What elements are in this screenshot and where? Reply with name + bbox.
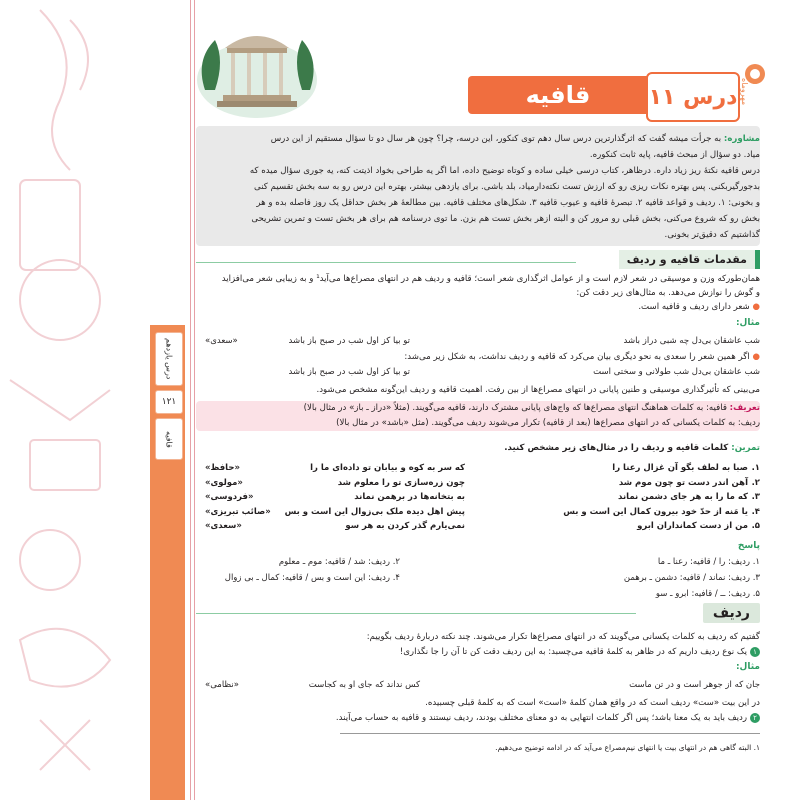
bullet-item: ● شعر دارای ردیف و قافیه است. bbox=[638, 302, 760, 312]
verse-hemistich: تو بیا کز اول شب در صبح باز باشد bbox=[288, 336, 410, 346]
verse-hemistich: شب عاشقان بی‌دل چه شبی دراز باشد bbox=[623, 336, 760, 346]
exercise-number: ۲. bbox=[751, 477, 760, 488]
paragraph: در این بیت «ست» ردیف است که در واقع همان کلمهٔ «است» است که به کلمهٔ قبلی چسبیده. bbox=[425, 698, 760, 708]
bullet-item: ● اگر همین شعر را سعدی به نحو دیگری بیان می‌کرد که قافیه و ردیف نداشت، به شکل زیر می‌شد: bbox=[404, 352, 760, 362]
consult-line: بدجورگیربکنی. پس بهتره نکات ریزی رو که ارزش تست نکته‌دارمیاد، بلد باشی. برای یازدهی بیشتر، بهتره این درس رو به سه بخش تقسیم کنی bbox=[254, 182, 760, 192]
heading-rule bbox=[196, 262, 576, 263]
exercise-hemistich: که ما را به هر جای دشمن نماند bbox=[618, 492, 748, 502]
heading-rule bbox=[196, 613, 636, 614]
paragraph: گفتیم که ردیف به کلمات یکسانی می‌گویند که در انتهای مصراع‌ها تکرار می‌شوند. چند نکته دربارهٔ ردیف بگوییم: bbox=[366, 632, 760, 642]
footnote-rule bbox=[340, 733, 760, 734]
pavilion-illustration bbox=[195, 20, 320, 120]
example-label: مثال: bbox=[735, 318, 760, 328]
verse-hemistich: جان که از جوهر است و در تن ماست bbox=[629, 680, 760, 690]
exercise-number: ۳. bbox=[751, 492, 760, 502]
verse-hemistich: تو بیا کز اول شب در صبح باز باشد bbox=[288, 367, 410, 377]
verse-hemistich: شب عاشقان بی‌دل شب طولانی و سختی است bbox=[593, 367, 760, 377]
answer-item: ۳. ردیف: نماند / قافیه: دشمن ـ برهمن bbox=[623, 573, 760, 583]
exercise-hemistich: چون زره‌سازی تو را معلوم شد bbox=[337, 477, 465, 488]
numbered-point: ۱یک نوع ردیف داریم که در ظاهر به کلمهٔ قافیه می‌چسبد: به این ردیف دقت کن تا آن را جا نگذاری! bbox=[196, 645, 760, 660]
section-heading: مقدمات قافیه و ردیف bbox=[619, 250, 760, 269]
lesson-title: قافیه bbox=[525, 81, 591, 109]
consult-line: میاد. دو سؤال از مبحث قافیه، پایه ثابت کنکوره. bbox=[589, 150, 760, 160]
margin-sketch-decoration bbox=[0, 0, 150, 800]
definition-line: ردیف: به کلمات یکسانی که در انتهای مصراع‌ها (بعد از قافیه) تکرار می‌شوند ردیف می‌گویند. (مثل «باشد» در مثال بالا) bbox=[336, 418, 760, 428]
paragraph: و گوش را نوازش می‌دهد. به مثال‌های زیر دقت کن: bbox=[576, 288, 760, 298]
exercise-hemistich: صبا به لطف بگو آن غزال رعنا را bbox=[612, 463, 748, 473]
poet-name: «حافظ» bbox=[205, 463, 240, 473]
definition-line: تعریف: قافیه: به کلمات هماهنگ انتهای مصراع‌ها که واج‌های پایانی مشترک دارند، قافیه می‌گویند. (مثلاً «دراز ـ باز» در مثال بالا) bbox=[303, 403, 760, 413]
exercise-hemistich: که سر به کوه و بیابان تو داده‌ای ما را bbox=[310, 463, 465, 473]
side-chapter-label: درس یازدهم bbox=[155, 332, 183, 386]
exercise-hemistich: نمی‌یارم گذر کردن به هر سو bbox=[345, 521, 465, 531]
poet-name: «سعدی» bbox=[205, 336, 238, 346]
poet-name: «فردوسی» bbox=[205, 492, 254, 502]
consult-line: گذاشتیم که دقیق‌تر بخونی. bbox=[664, 230, 760, 240]
poet-name: «سعدی» bbox=[205, 521, 242, 531]
footnote: ۱. البته گاهی هم در انتهای بیت یا انتهای نیم‌مصراع می‌آید که در ادامه توضیح می‌دهیم. bbox=[495, 743, 760, 752]
answer-item: ۱. ردیف: را / قافیه: رعنا ـ ما bbox=[657, 557, 760, 567]
exercise-number: ۱. bbox=[751, 463, 760, 473]
margin-line bbox=[194, 0, 195, 800]
numbered-point: ۲ردیف باید به یک معنا باشد؛ پس اگر کلمات انتهایی به دو معنای مختلف بودند، ردیف نیستند و قافیه به حساب می‌آیند. bbox=[196, 711, 760, 726]
side-topic-label: قافیه bbox=[155, 418, 183, 460]
poet-name: «مولوی» bbox=[205, 477, 243, 488]
example-label: مثال: bbox=[735, 662, 760, 672]
margin-line bbox=[190, 0, 191, 800]
answer-item: ۴. ردیف: این است و بس / قافیه: کمال ـ بی زوال bbox=[224, 573, 400, 583]
answer-item: ۵. ردیف: ــ / قافیه: ابرو ـ سو bbox=[655, 589, 760, 599]
consult-line: بخش رو که شروع می‌کنی، بخش قبلی رو مرور کن و البته ازهر بخش تست هم بزن. ما توی درسنامه هم برای هر بخش تست و تمرین تشریحی bbox=[251, 214, 760, 224]
exercise-hemistich: من از دست کمانداران ابرو bbox=[637, 521, 748, 531]
consult-line: درس قافیه نکتهٔ ریز زیاد داره. درظاهر، کتاب درسی خیلی ساده و کوتاه توضیح داده، اما اگر یه طراحی بخواد اذیتت کنه، یه جوری سؤال میده که bbox=[249, 166, 760, 176]
exercise-number: ۴. bbox=[751, 506, 760, 517]
answer-item: ۲. ردیف: شد / قافیه: موم ـ معلوم bbox=[278, 557, 400, 567]
exercise-hemistich: آهن اندر دست تو چون موم شد bbox=[618, 477, 748, 488]
verse-hemistich: کس نداند که جای او به کجاست bbox=[308, 680, 420, 690]
exercise-hemistich: پیش اهل دیده ملک بی‌زوال این است و بس bbox=[284, 506, 465, 517]
consult-line: و بخونی: ۱. ردیف و قواعد قافیه ۲. تبصرهٔ قافیه و عیوب قافیه ۳. شکل‌های مختلف قافیه. بین مطالعهٔ هر بخش حداقل یک روز فاصله بده و هر bbox=[256, 198, 760, 208]
consult-line: مشاوره: به جرأت میشه گفت که اثرگذارترین درس سال دهم توی کنکور، این درسه، چرا؟ چون هر سال دو تا سؤال مستقیم از این درس bbox=[270, 134, 760, 144]
publisher-name: مهروماه bbox=[740, 78, 749, 106]
side-page-number: ۱۲۱ bbox=[155, 390, 183, 414]
lesson-number: درس ۱۱ bbox=[646, 72, 740, 122]
poet-name: «نظامی» bbox=[205, 680, 239, 690]
poet-name: «صائب تبریزی» bbox=[205, 506, 271, 517]
section-heading: ردیف bbox=[703, 603, 760, 623]
paragraph: می‌بینی که تأثیرگذاری موسیقی و طنین پایانی در انتهای مصراع‌ها از بین رفت. اهمیت قافیه و ردیف این‌گونه مشخص می‌شود. bbox=[316, 385, 760, 395]
exercise-number: ۵. bbox=[751, 521, 760, 531]
exercise-prompt: تمرین: کلمات قافیه و ردیف را در مثال‌های زیر مشخص کنید. bbox=[504, 443, 760, 453]
exercise-hemistich: یا مَنه از حدّ خود بیرون کمال این است و بس bbox=[563, 506, 748, 517]
answer-label: پاسخ bbox=[737, 541, 760, 551]
exercise-hemistich: به بتخانه‌ها در برهمن نماند bbox=[354, 492, 465, 502]
paragraph: همان‌طورکه وزن و موسیقی در شعر لازم است و از عوامل اثرگذاری شعر است؛ قافیه و ردیف هم در انتهای مصراع‌ها می‌آید¹ و به زیبایی شعر می‌افزاید bbox=[221, 274, 760, 284]
